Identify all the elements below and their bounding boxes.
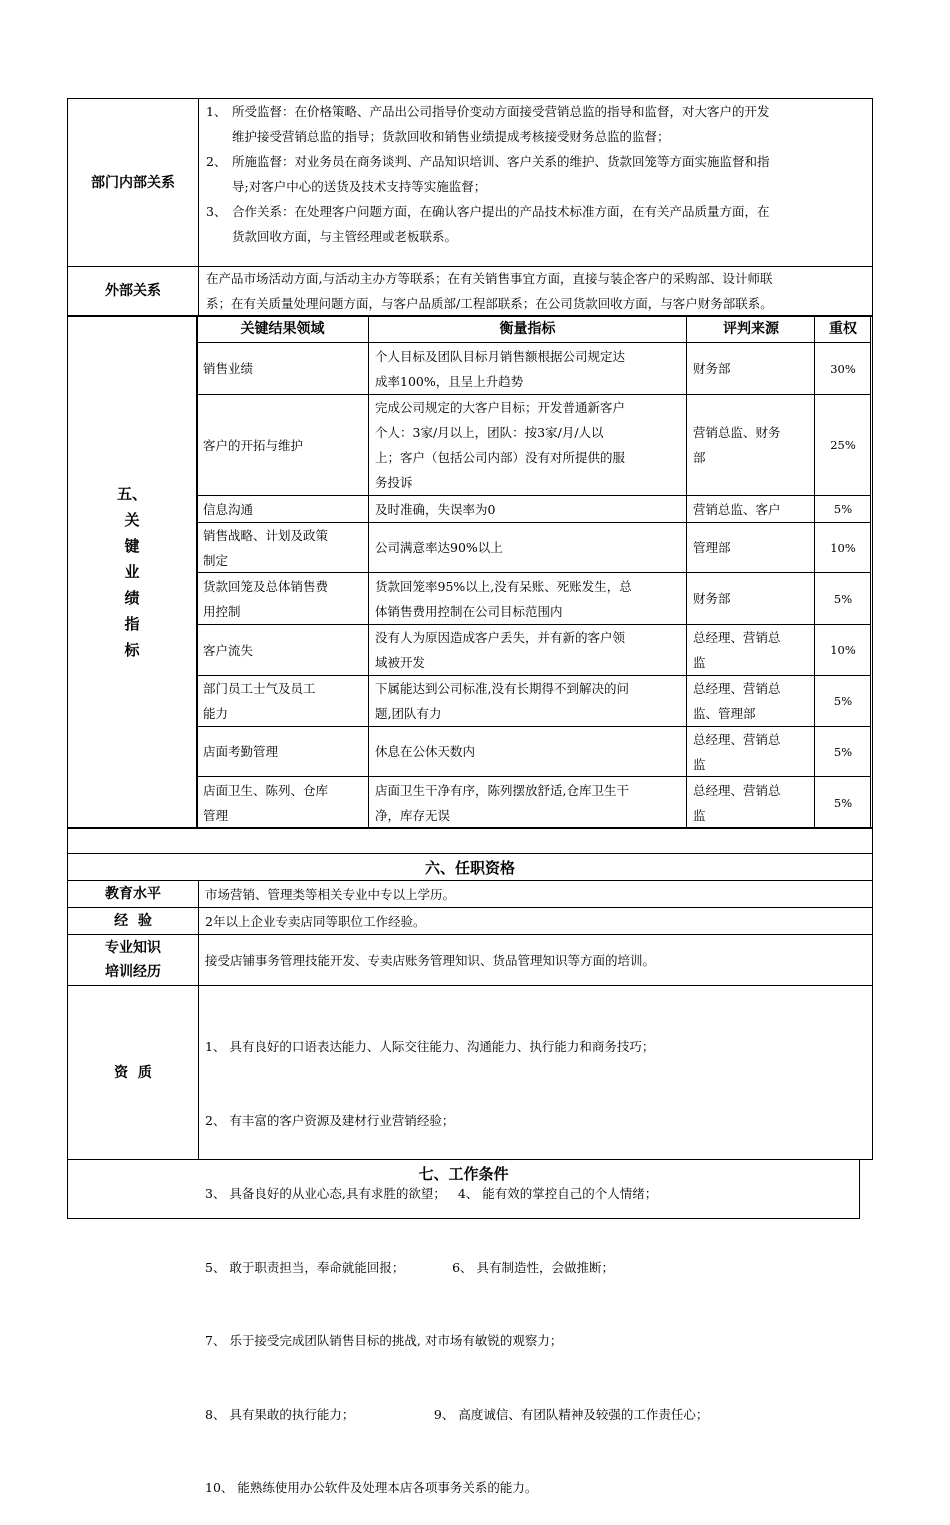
kpi-row-area: 货款回笼及总体销售费 用控制	[203, 578, 329, 619]
kpi-row-weight: 5%	[833, 795, 853, 810]
quality-label: 资 质	[114, 1065, 152, 1081]
qualification-title: 六、任职资格	[424, 858, 515, 877]
kpi-row-source: 总经理、营销总 监	[693, 731, 781, 772]
kpi-row-area: 信息沟通	[203, 501, 254, 517]
kpi-row-metric: 店面卫生干净有序，陈列摆放舒适,仓库卫生干 净，库存无误	[375, 782, 629, 823]
kpi-row-weight: 5%	[833, 502, 853, 516]
kpi-row-weight: 5%	[833, 744, 853, 759]
kpi-row-source: 管理部	[693, 540, 731, 555]
training-value: 接受店铺事务管理技能开发、专卖店账务管理知识、货品管理知识等方面的培训。	[205, 952, 656, 968]
kpi-row-weight: 5%	[833, 694, 853, 708]
kpi-row-metric: 个人目标及团队目标月销售额根据公司规定达 成率100%，且呈上升趋势	[375, 348, 626, 389]
kpi-row-metric: 公司满意率达90%以上	[375, 540, 503, 555]
kpi-row-source: 营销总监、客户	[693, 501, 781, 517]
work-conditions-title: 七、工作条件	[418, 1164, 509, 1183]
kpi-row-weight: 10%	[830, 643, 856, 657]
kpi-row-metric: 完成公司规定的大客户目标；开发普通新客户 个人：3家/月以上，团队：按3家/月/人以 上；客户（包括公司内部）没有对所提供的服 务投诉	[375, 400, 626, 490]
kpi-row-source: 财务部	[693, 591, 731, 606]
kpi-row-source: 总经理、营销总 监	[693, 782, 781, 823]
quality-list: 1、 具有良好的口语表达能力、人际交往能力、沟通能力、执行能力和商务技巧； 2、 有丰富的客户资源及建材行业营销经验； 3、 具备良好的从业心态,具有求胜的欲望； 4、 能有效的掌控自己的个人情绪； 5、 敢于职责担当，奉命就能回报； 6、 具有制造性，会做推断； 7、 乐于接受完成团队销售目标的挑战, 对市场有敏锐的观察力； 8、 具有果敢的执行能力； 9、 高度诚信、有团队精神及较强的工作责任心； 10、 能熟练使用办公软件及处理本店各项事务关系的能力。	[205, 1039, 709, 1495]
kpi-row-weight: 5%	[833, 591, 853, 606]
kpi-header-metric: 衡量指标	[499, 321, 556, 337]
experience-value: 2年以上企业专卖店同等职位工作经验。	[205, 913, 426, 929]
kpi-row-source: 营销总监、财务 部	[693, 425, 781, 465]
kpi-row-source: 总经理、营销总 监	[693, 630, 781, 670]
kpi-header-area: 关键结果领域	[240, 321, 325, 337]
kpi-row-source: 总经理、营销总 监、管理部	[693, 681, 781, 721]
kpi-row-weight: 30%	[830, 361, 856, 376]
kpi-row-source: 财务部	[693, 361, 731, 376]
education-value: 市场营销、管理类等相关专业中专以上学历。	[205, 886, 456, 902]
kpi-row-metric: 休息在公休天数内	[375, 744, 476, 759]
kpi-row-metric: 货款回笼率95%以上,没有呆账、死账发生，总 体销售费用控制在公司目标范围内	[375, 578, 632, 619]
kpi-row-metric: 及时准确，失误率为0	[375, 501, 496, 517]
kpi-row-area: 店面考勤管理	[203, 744, 279, 759]
education-label: 教育水平	[105, 886, 161, 902]
kpi-row-area: 店面卫生、陈列、仓库 管理	[203, 782, 329, 823]
kpi-row-area: 销售业绩	[203, 361, 254, 376]
experience-label: 经 验	[114, 913, 152, 929]
internal-relations-label: 部门内部关系	[91, 174, 175, 191]
kpi-row-area: 部门员工士气及员工 能力	[203, 681, 316, 721]
kpi-row-area: 客户流失	[203, 642, 254, 658]
kpi-row-metric: 没有人为原因造成客户丢失，并有新的客户领 域被开发	[375, 630, 626, 670]
kpi-header-weight: 重权	[829, 321, 857, 337]
kpi-row-weight: 25%	[830, 438, 856, 452]
kpi-row-weight: 10%	[830, 540, 856, 555]
kpi-row-metric: 下属能达到公司标准,没有长期得不到解决的问 题,团队有力	[375, 681, 629, 721]
internal-relations-text: 1、 所受监督：在价格策略、产品出公司指导价变动方面接受营销总监的指导和监督，对大客户的开发 维护接受营销总监的指导；货款回收和销售业绩提成考核接受财务总监的监督； 2、 所施监督：对业务员在商务谈判、产品知识培训、客户关系的维护、货款回笼等方面实施监督和指 导;对客户中心的送货及技术支持等实施监督； 3、 合作关系：在处理客户问题方面，在确认客户提出的产品技术标准方面，在有关产品质量方面，在 货款回收方面，与主管经理或老板联系。	[206, 104, 770, 244]
kpi-header-source: 评判来源	[723, 321, 779, 337]
external-relations-text: 在产品市场活动方面,与活动主办方等联系；在有关销售事宜方面，直接与装企客户的采购部、设计师联 系；在有关质量处理问题方面，与客户品质部/工程部联系；在公司货款回收方面，与客户财务部联系。	[206, 271, 773, 311]
kpi-section-label: 五、 关 键 业 绩 指 标	[116, 485, 147, 659]
kpi-row-area: 客户的开拓与维护	[203, 437, 304, 453]
training-label: 专业知识 培训经历	[105, 940, 161, 980]
external-relations-label: 外部关系	[105, 283, 161, 299]
kpi-row-area: 销售战略、计划及政策 制定	[203, 527, 329, 568]
